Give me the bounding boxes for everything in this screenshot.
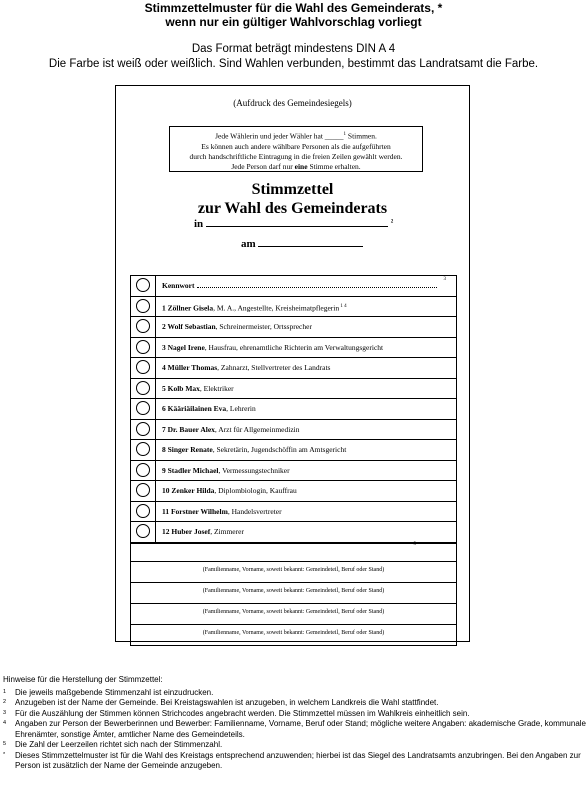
- candidate-row: [131, 358, 456, 379]
- info-line2: Es können auch andere wählbare Personen als die aufgeführten: [201, 141, 391, 151]
- note-text: Die Zahl der Leerzeilen richtet sich nach der Stimmenzahl.: [15, 740, 223, 749]
- vote-circle[interactable]: [136, 401, 150, 415]
- vote-circle[interactable]: [136, 504, 150, 518]
- kennwort-field: [197, 279, 437, 288]
- candidate-cell: [155, 440, 456, 460]
- note-number: *: [3, 751, 6, 758]
- candidate-details: , Arzt für Allgemeinmedizin: [214, 424, 300, 434]
- info-line4-text: Jede Person darf nur: [231, 161, 293, 171]
- note-item: [0, 740, 587, 751]
- color-line: Die Farbe ist weiß oder weißlich. Sind Wahlen verbunden, bestimmt das Landratsamt die Farbe.: [48, 58, 539, 70]
- footnote-ref: 2: [390, 219, 394, 225]
- info-line1-end: Stimmen.: [347, 131, 377, 141]
- candidate-cell: [155, 317, 456, 337]
- ballot-subtitle: zur Wahl des Gemeinderats: [197, 200, 388, 217]
- candidate-row: [131, 420, 456, 441]
- candidate-number-name: 3 Nagel Irene: [162, 342, 205, 352]
- notes-heading: Hinweise für die Herstellung der Stimmzettel:: [3, 675, 163, 684]
- vote-circle[interactable]: [136, 463, 150, 477]
- candidate-details: , M. A., Angestellte, Kreisheimatpflegerin: [213, 303, 340, 312]
- candidate-number-name: 6 Kääriäilainen Eva: [162, 404, 227, 413]
- candidate-details: , Hausfrau, ehrenamtliche Richterin am Verwaltungsgericht: [204, 342, 384, 352]
- vote-circle[interactable]: [136, 299, 150, 313]
- candidate-cell: [155, 338, 456, 358]
- write-in-row[interactable]: [131, 603, 456, 624]
- kennwort-row: [131, 276, 456, 297]
- header-title-line1: Stimmzettelmuster für die Wahl des Gemeinderats, *: [144, 1, 443, 15]
- candidate-details: , Diplombiologin, Kauffrau: [214, 486, 297, 495]
- votes-count-blank: _____: [324, 131, 344, 141]
- candidate-row: [131, 461, 456, 482]
- vote-circle[interactable]: [136, 483, 150, 497]
- kennwort-label: Kennwort: [162, 281, 195, 290]
- candidate-cell: [155, 399, 456, 419]
- vote-circle[interactable]: [136, 360, 150, 374]
- candidate-row: [131, 502, 456, 523]
- candidate-row: [131, 481, 456, 502]
- voting-info-box: [169, 126, 423, 172]
- candidate-cell: [155, 297, 456, 317]
- candidate-number-name: 10 Zenker Hilda: [162, 486, 215, 495]
- candidate-details: , Lehrerin: [226, 404, 256, 413]
- vote-circle[interactable]: [136, 381, 150, 395]
- date-line: [241, 237, 363, 250]
- format-line: Das Format beträgt mindestens DIN A 4: [191, 43, 396, 55]
- note-text: Angaben zur Person der Bewerberinnen und Bewerber: Familienname, Vorname, Beruf oder Stand; mögliche weitere Angaben: akademische Grade, kommunale Ehrenämter, sonstige Ämter, amtlicher Name des Gemeindeteils.: [15, 719, 586, 739]
- candidate-row: [131, 379, 456, 400]
- date-blank: [258, 237, 363, 247]
- vote-circle[interactable]: [136, 524, 150, 538]
- note-item: [0, 719, 587, 740]
- note-number: 2: [3, 699, 7, 705]
- info-line1: [170, 130, 422, 142]
- note-item: [0, 698, 587, 709]
- write-in-caption: (Familienname, Vorname, soweit bekannt: Gemeindeteil, Beruf oder Stand): [202, 566, 385, 573]
- write-in-row[interactable]: [131, 624, 456, 645]
- write-in-caption: (Familienname, Vorname, soweit bekannt: Gemeindeteil, Beruf oder Stand): [202, 587, 385, 594]
- info-line3: durch handschriftliche Eintragung in die freien Zeilen gewählt werden.: [189, 151, 403, 161]
- candidate-cell: [155, 481, 456, 501]
- vote-circle[interactable]: [136, 340, 150, 354]
- note-item: [0, 688, 587, 699]
- production-notes: [0, 675, 587, 772]
- candidate-details: , Elektriker: [199, 383, 234, 393]
- candidate-cell: [155, 358, 456, 378]
- info-line4-end: Stimme erhalten.: [309, 161, 361, 171]
- footnote-ref: 1: [343, 132, 347, 137]
- candidate-number-name: 7 Dr. Bauer Alex: [162, 424, 215, 434]
- candidate-cell: [155, 420, 456, 440]
- candidate-cell: [155, 502, 456, 522]
- candidate-row: [131, 522, 456, 543]
- note-number: 4: [3, 720, 7, 726]
- note-number: 5: [3, 741, 7, 747]
- candidate-details: , Schreinermeister, Ortssprecher: [215, 322, 312, 331]
- candidate-row: [131, 297, 456, 318]
- info-line1-text: Jede Wählerin und jeder Wähler hat: [215, 131, 323, 141]
- seal-placeholder: (Aufdruck des Gemeindesiegels): [233, 98, 352, 108]
- candidate-number-name: 12 Huber Josef: [162, 527, 211, 536]
- footnote-ref: 3: [443, 277, 446, 282]
- municipality-blank: [206, 217, 388, 227]
- write-in-caption: (Familienname, Vorname, soweit bekannt: Gemeindeteil, Beruf oder Stand): [202, 629, 385, 636]
- blank-gap: [131, 543, 456, 561]
- candidate-row: [131, 338, 456, 359]
- write-in-row[interactable]: [131, 582, 456, 603]
- candidate-details: , Sekretärin, Jugendschöffin am Amtsgericht: [212, 445, 347, 454]
- note-text: Dieses Stimmzettelmuster ist für die Wahl des Kreistags entsprechend anzuwenden; hierbei ist das Siegel des Landratsamts anzubringen. Bei den Angaben zur Person ist zusätzlich der Name der Gemeinde anzugeben.: [15, 750, 581, 770]
- candidate-cell: [155, 461, 456, 481]
- note-text: Die jeweils maßgebende Stimmenzahl ist einzudrucken.: [15, 687, 214, 697]
- candidate-row: [131, 317, 456, 338]
- vote-circle[interactable]: [136, 422, 150, 436]
- info-line4-bold: eine: [294, 161, 308, 171]
- note-number: 1: [3, 688, 7, 695]
- candidate-details: , Zahnarzt, Stellvertreter des Landrats: [217, 363, 331, 372]
- candidate-details: , Handelsvertreter: [227, 506, 282, 516]
- vote-circle[interactable]: [136, 319, 150, 333]
- footnote-ref: 1 4: [339, 303, 347, 309]
- candidate-details: , Vermessungstechniker: [218, 465, 290, 475]
- candidate-cell: [155, 522, 456, 542]
- candidate-number-name: 11 Forstner Wilhelm: [162, 506, 228, 516]
- note-item: [0, 751, 587, 772]
- write-in-row[interactable]: [131, 561, 456, 582]
- in-label: in: [194, 218, 204, 230]
- candidate-table: [130, 275, 457, 646]
- write-in-caption: (Familienname, Vorname, soweit bekannt: Gemeindeteil, Beruf oder Stand): [202, 608, 385, 615]
- note-item: [0, 709, 587, 720]
- note-number: 3: [3, 709, 7, 716]
- candidate-cell: [155, 379, 456, 399]
- candidate-row: [131, 440, 456, 461]
- footnote-ref: 5: [413, 541, 416, 547]
- header-title-line2: wenn nur ein gültiger Wahlvorschlag vorliegt: [165, 15, 422, 29]
- candidate-number-name: 2 Wolf Sebastian: [162, 322, 216, 331]
- candidate-row: [131, 399, 456, 420]
- candidate-number-name: 9 Stadler Michael: [162, 465, 219, 475]
- candidate-number-name: 8 Singer Renate: [162, 445, 213, 454]
- candidate-number-name: 5 Kolb Max: [162, 383, 200, 393]
- municipality-line: [194, 217, 393, 230]
- ballot-frame: [115, 85, 470, 642]
- info-line4: [170, 162, 422, 172]
- vote-circle[interactable]: [136, 442, 150, 456]
- candidate-number-name: 1 Zöllner Gisela: [162, 303, 214, 312]
- note-text: Anzugeben ist der Name der Gemeinde. Bei Kreistagswahlen ist anzugeben, in welchem Landkreis die Wahl stattfindet.: [15, 698, 439, 707]
- kennwort-cell: [155, 276, 456, 296]
- candidate-number-name: 4 Müller Thomas: [162, 363, 218, 372]
- vote-circle[interactable]: [136, 278, 150, 292]
- ballot-title: Stimmzettel: [251, 181, 334, 198]
- note-text: Für die Auszählung der Stimmen können Strichcodes angebracht werden. Die Stimmzettel müssen im Wahlkreis einheitlich sein.: [15, 708, 470, 718]
- am-label: am: [241, 238, 256, 250]
- candidate-details: , Zimmerer: [210, 527, 244, 536]
